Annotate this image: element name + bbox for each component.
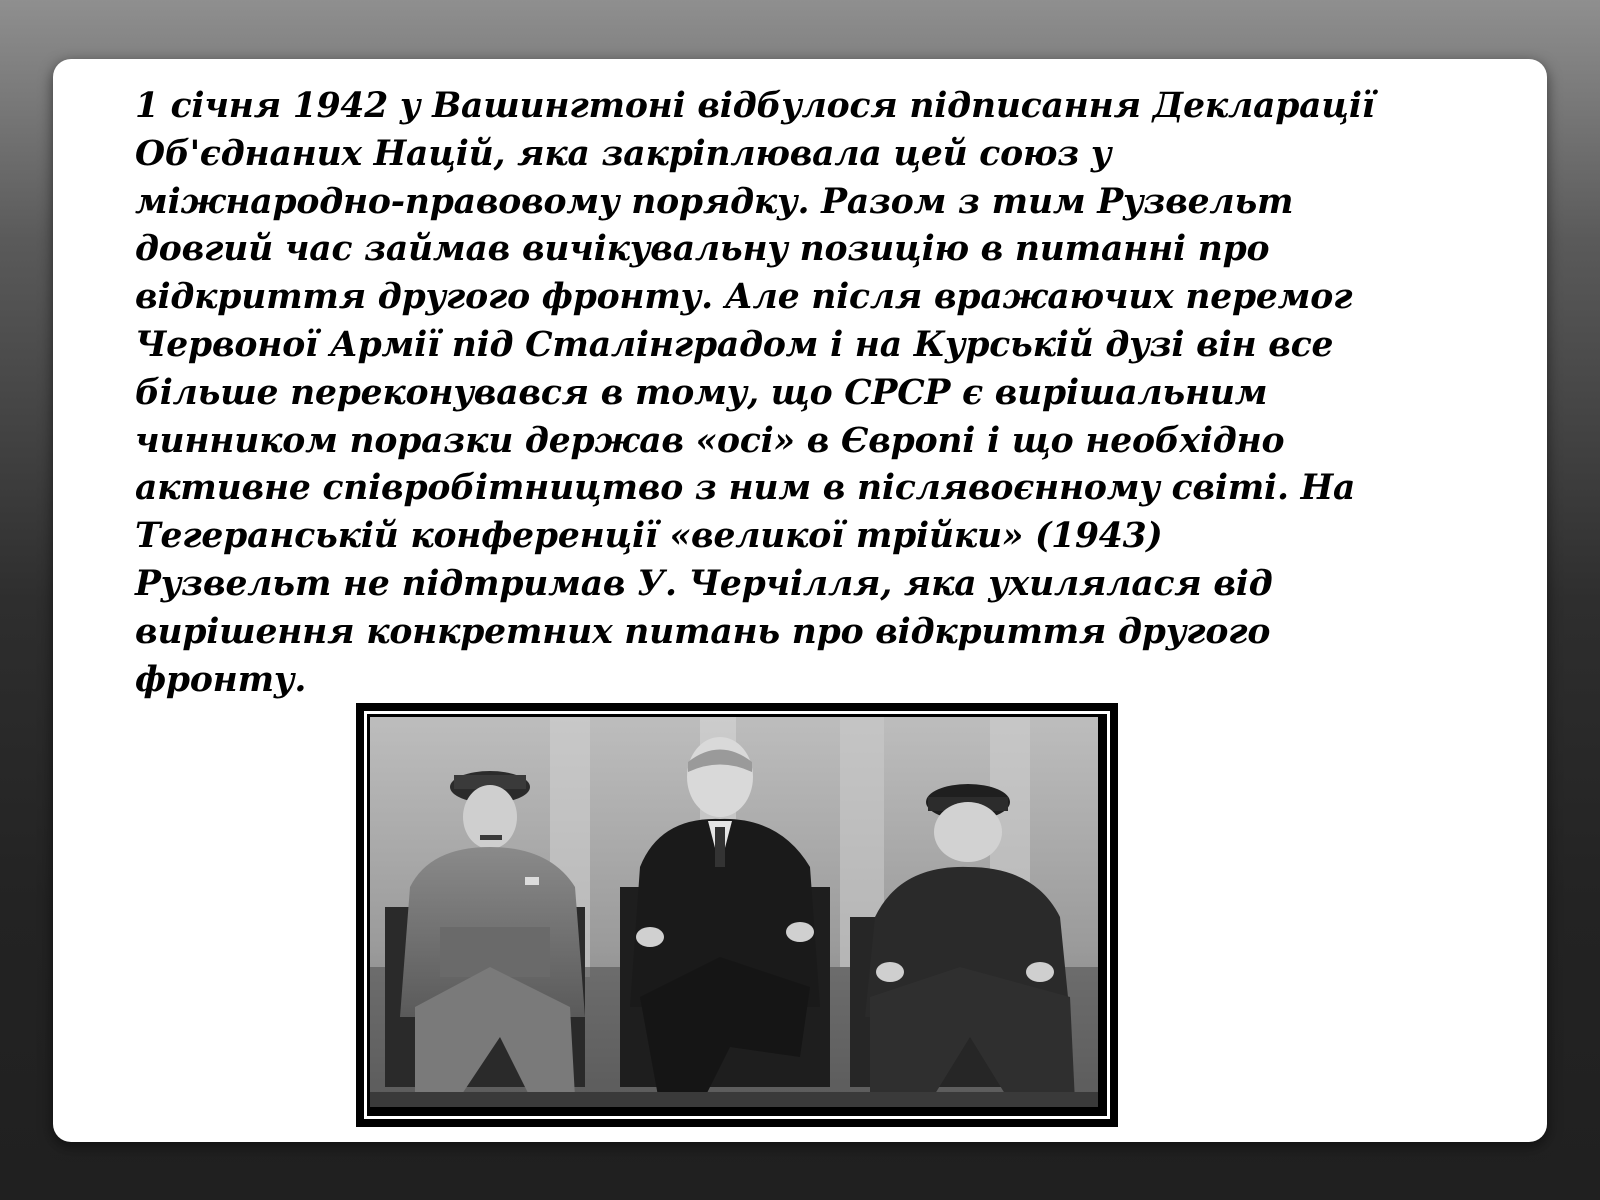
slide-body-text: 1 січня 1942 у Вашингтоні відбулося підписання Декларації Об'єднаних Націй, яка закріплювала цей союз у міжнародно-правовому порядку. Разом з тим Рузвельт довгий час займав вичікувальну позицію в питанні про відкриття другого фронту. Але після вражаючих перемог Червоної Армії під Сталінградом і на Курській дузі він все більше переконувався в тому, що СРСР є вирішальним чинником поразки держав «осі» в Європі і що необхідно активне співробітництво з ним в післявоєнному світі. На Тегеранській конференції «великої трійки» (1943) Рузвельт не підтримав У. Черчілля, яка ухилялася від вирішення конкретних питань про відкриття другого фронту. (135, 86, 1375, 700)
slide-panel (53, 59, 1547, 1142)
photo-frame (356, 703, 1118, 1127)
conference-photo (370, 717, 1098, 1107)
